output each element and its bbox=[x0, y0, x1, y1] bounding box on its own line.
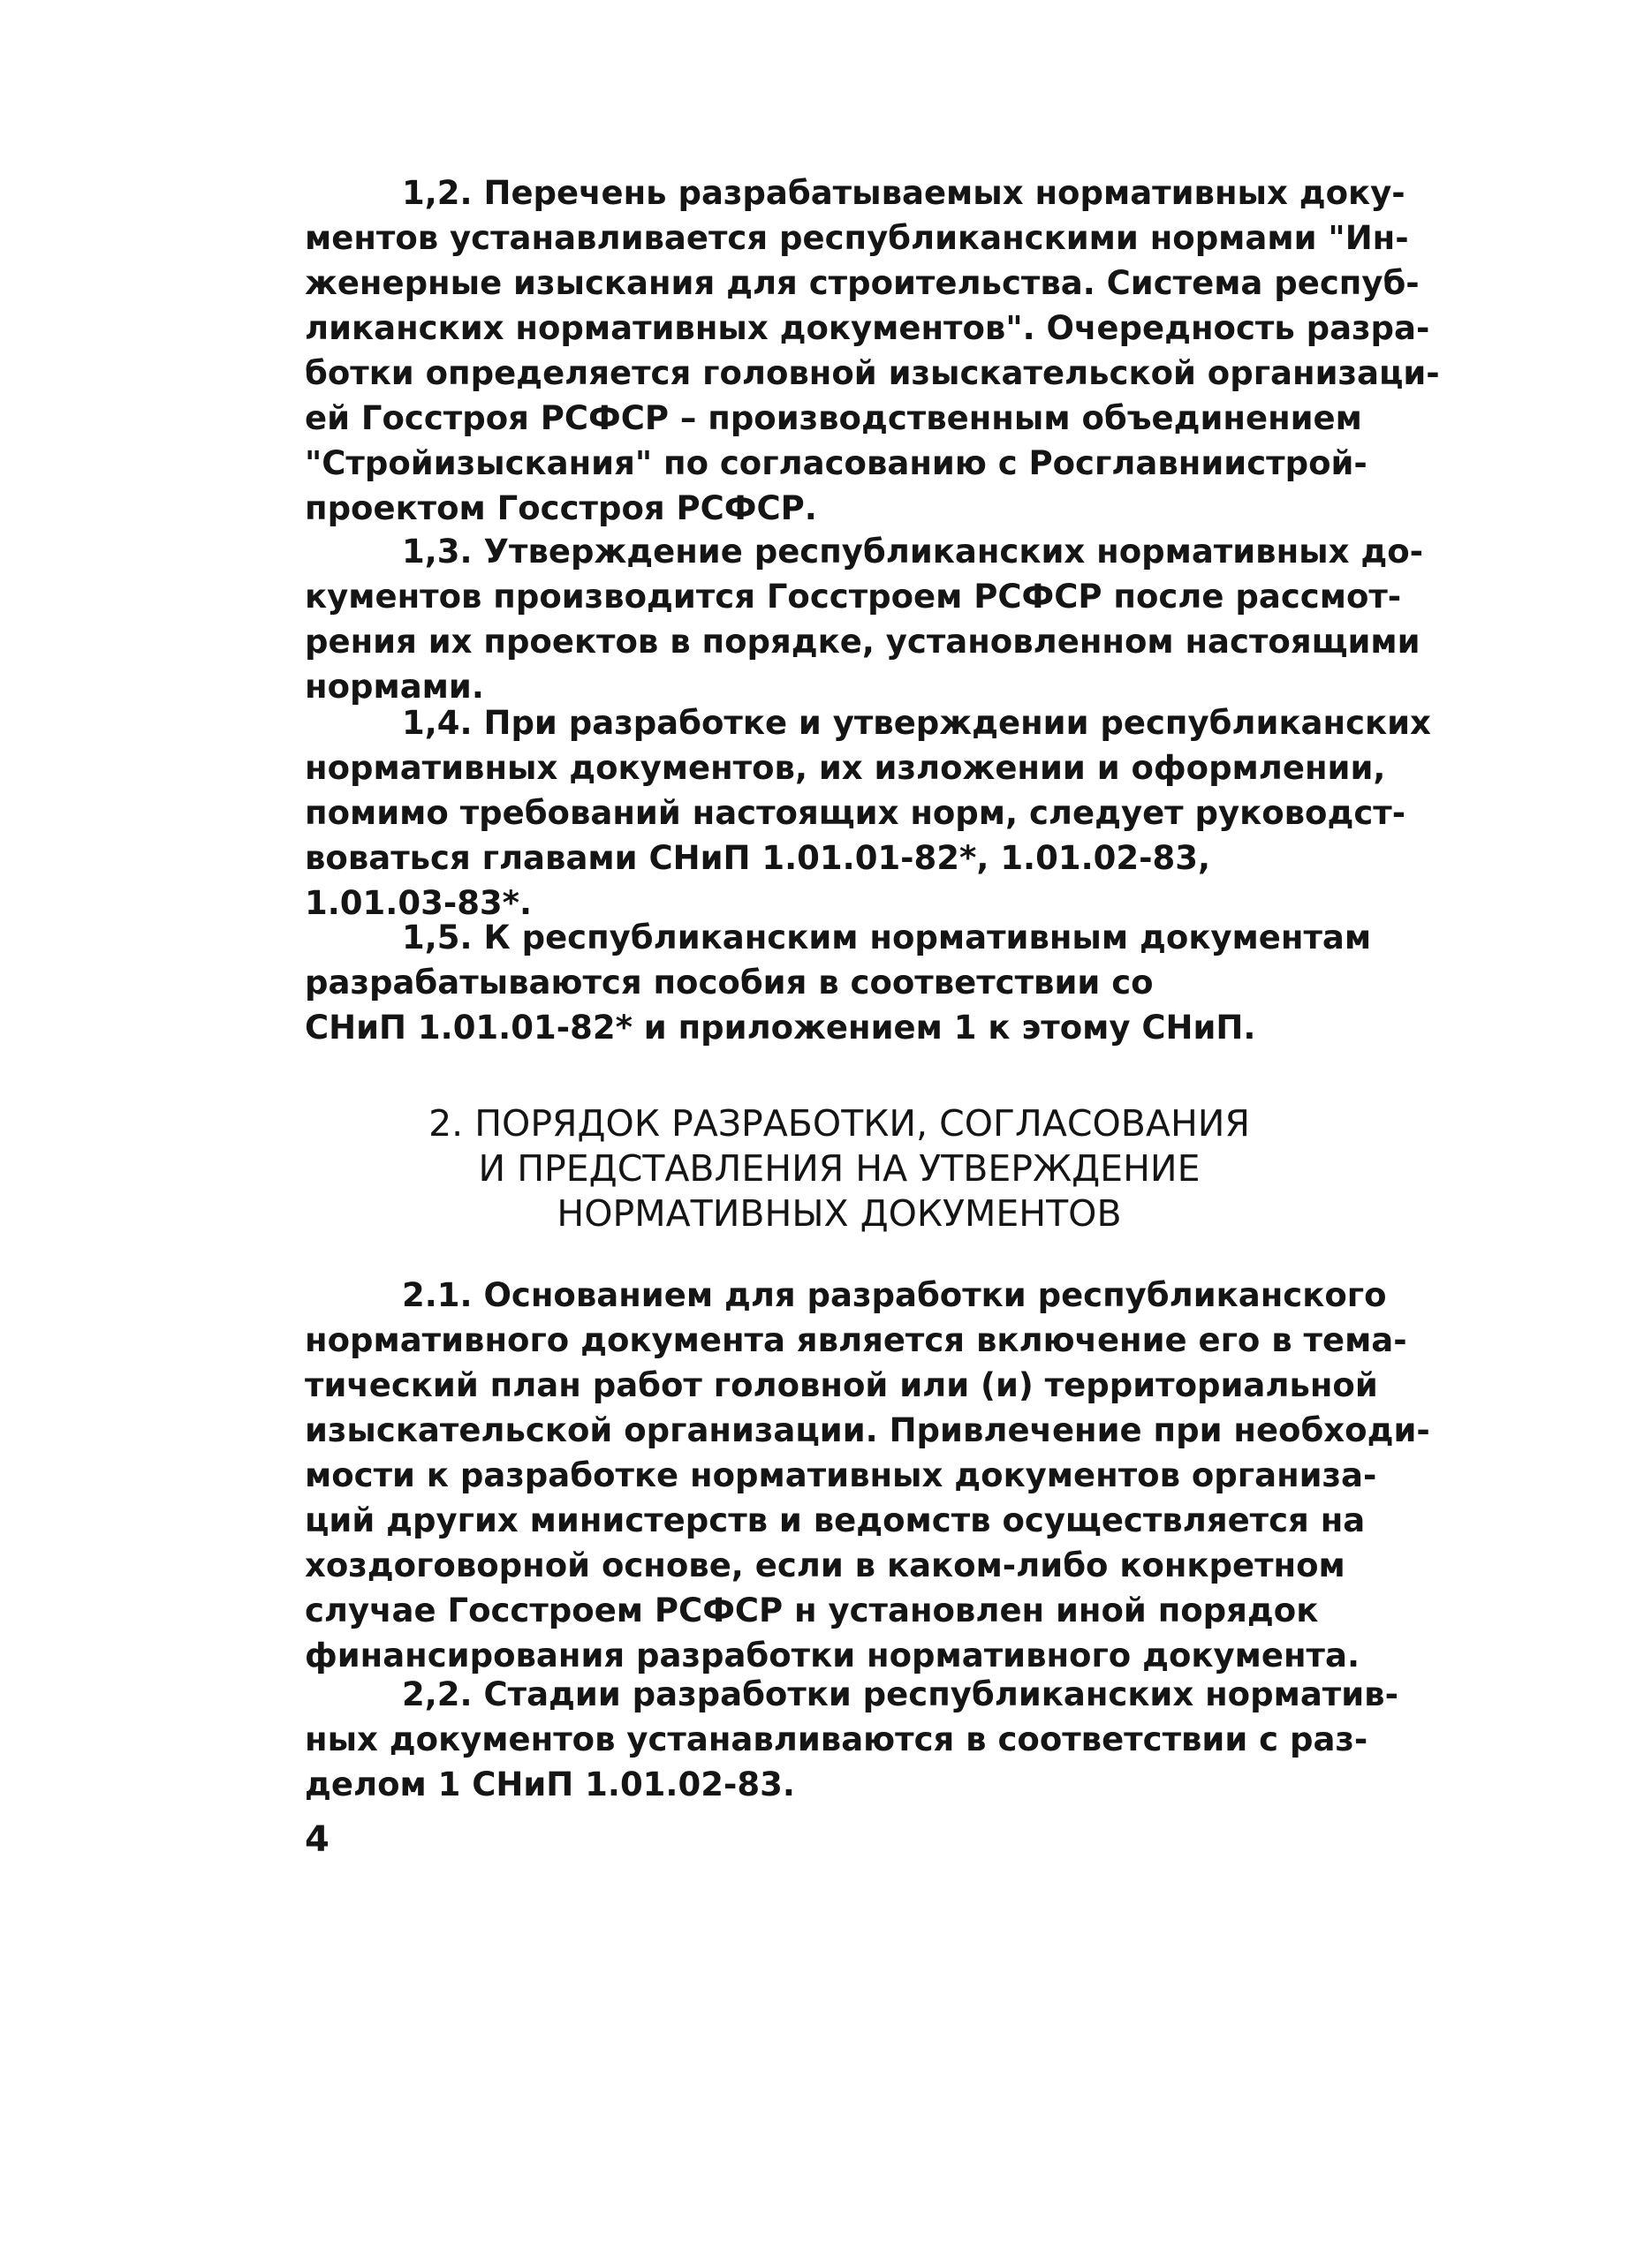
text-line: мости к разработке нормативных документов организа- bbox=[305, 1456, 1377, 1494]
text-line: нормативного документа является включение его в тема- bbox=[305, 1321, 1407, 1359]
text-line: изыскательской организации. Привлечение при необходи- bbox=[305, 1411, 1430, 1449]
text-line: ций других министерств и ведомств осуществляется на bbox=[305, 1501, 1366, 1539]
text-line: 1,4. При разработке и утверждении республиканских bbox=[402, 704, 1431, 742]
text-line: разрабатываются пособия в соответствии со bbox=[305, 964, 1154, 1002]
text-line: 2.1. Основанием для разработки республиканского bbox=[402, 1276, 1387, 1314]
text-line: нормами. bbox=[305, 668, 484, 706]
text-line: помимо требований настоящих норм, следует руководст- bbox=[305, 794, 1406, 832]
text-line: 1.01.03-83*. bbox=[305, 884, 533, 922]
text-line: 1,3. Утверждение республиканских нормативных до- bbox=[402, 533, 1424, 571]
heading-line: НОРМАТИВНЫХ ДОКУМЕНТОВ bbox=[557, 1192, 1122, 1235]
text-line: 1,5. К республиканским нормативным документам bbox=[402, 919, 1372, 956]
text-line: проектом Госстроя РСФСР. bbox=[305, 489, 817, 527]
text-line: делом 1 СНиП 1.01.02-83. bbox=[305, 1765, 795, 1803]
text-line: ных документов устанавливаются в соответствии с раз- bbox=[305, 1720, 1368, 1758]
text-line: рения их проектов в порядке, установленном настоящими bbox=[305, 623, 1421, 661]
text-line: случае Госстроем РСФСР н установлен иной порядок bbox=[305, 1591, 1319, 1629]
text-line: 1,2. Перечень разрабатываемых нормативных доку- bbox=[402, 174, 1405, 212]
heading-line: 2. ПОРЯДОК РАЗРАБОТКИ, СОГЛАСОВАНИЯ bbox=[428, 1102, 1250, 1145]
text-line: ликанских нормативных документов". Очередность разра- bbox=[305, 309, 1430, 347]
page-number: 4 bbox=[305, 1819, 330, 1860]
text-line: нормативных документов, их изложении и оформлении, bbox=[305, 749, 1386, 787]
text-line: финансирования разработки нормативного документа. bbox=[305, 1637, 1360, 1675]
text-line: СНиП 1.01.01-82* и приложением 1 к этому СНиП. bbox=[305, 1009, 1256, 1047]
text-line: воваться главами СНиП 1.01.01-82*, 1.01.02-83, bbox=[305, 839, 1211, 877]
text-line: женерные изыскания для строительства. Система респуб- bbox=[305, 264, 1420, 302]
text-line: "Стройизыскания" по согласованию с Росглавниистрой- bbox=[305, 444, 1367, 482]
text-line: хоздоговорной основе, если в каком-либо конкретном bbox=[305, 1546, 1345, 1584]
text-line: ей Госстроя РСФСР – производственным объединением bbox=[305, 399, 1362, 437]
heading-line: И ПРЕДСТАВЛЕНИЯ НА УТВЕРЖДЕНИЕ bbox=[478, 1147, 1201, 1190]
text-line: ботки определяется головной изыскательской организаци- bbox=[305, 354, 1440, 392]
text-line: ментов устанавливается республиканскими нормами "Ин- bbox=[305, 219, 1409, 257]
text-line: кументов производится Госстроем РСФСР после рассмот- bbox=[305, 578, 1402, 616]
text-line: тический план работ головной или (и) территориальной bbox=[305, 1366, 1378, 1404]
text-line: 2,2. Стадии разработки республиканских норматив- bbox=[402, 1675, 1398, 1713]
